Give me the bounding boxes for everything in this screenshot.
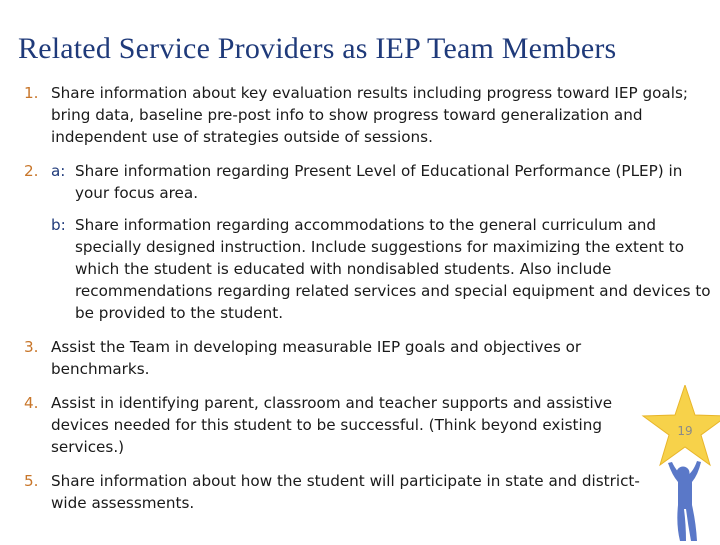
star-figure-icon bbox=[638, 385, 720, 545]
sub-item-text: Share information regarding Present Level of Educational Performance (PLEP) in your focus area. bbox=[75, 162, 683, 202]
list-item-3 bbox=[24, 336, 696, 380]
list-item-1 bbox=[24, 82, 696, 148]
list-number: 5. bbox=[24, 472, 39, 490]
list-item-2 bbox=[24, 160, 711, 324]
page-number: 19 bbox=[677, 424, 693, 438]
sub-item-label: a: bbox=[51, 162, 66, 180]
list-item-5 bbox=[24, 470, 696, 514]
sub-item-text: Share information regarding accommodations to the general curriculum and specially designed instruction. Include suggestions for maximizing the extent to which the student is educated with nondisabled students. Also include recommendations regarding related services and special equipment and devices to be provided to the student. bbox=[75, 216, 711, 322]
list-item-text: Share information about how the student will participate in state and district-wide assessments. bbox=[51, 472, 640, 512]
list-number: 1. bbox=[24, 84, 39, 102]
sub-item-a bbox=[51, 160, 715, 204]
sub-item-label: b: bbox=[51, 216, 66, 234]
list-item-text: Assist in identifying parent, classroom and teacher supports and assistive devices needed for this student to be successful. (Think beyond existing services.) bbox=[51, 394, 613, 456]
list-number: 4. bbox=[24, 394, 39, 412]
list-item-4 bbox=[24, 392, 696, 458]
slide-title: Related Service Providers as IEP Team Members bbox=[18, 32, 617, 65]
list-number: 3. bbox=[24, 338, 39, 356]
list-item-text: Assist the Team in developing measurable IEP goals and objectives or benchmarks. bbox=[51, 338, 582, 378]
list-item-text: Share information about key evaluation results including progress toward IEP goals; bring data, baseline pre-post info to show progress toward generalization and independent use of strategies outside of sessions. bbox=[51, 84, 688, 146]
list-number: 2. bbox=[24, 162, 39, 180]
person-figure-icon bbox=[668, 461, 701, 541]
numbered-list bbox=[24, 82, 711, 526]
sub-item-b bbox=[51, 214, 715, 324]
